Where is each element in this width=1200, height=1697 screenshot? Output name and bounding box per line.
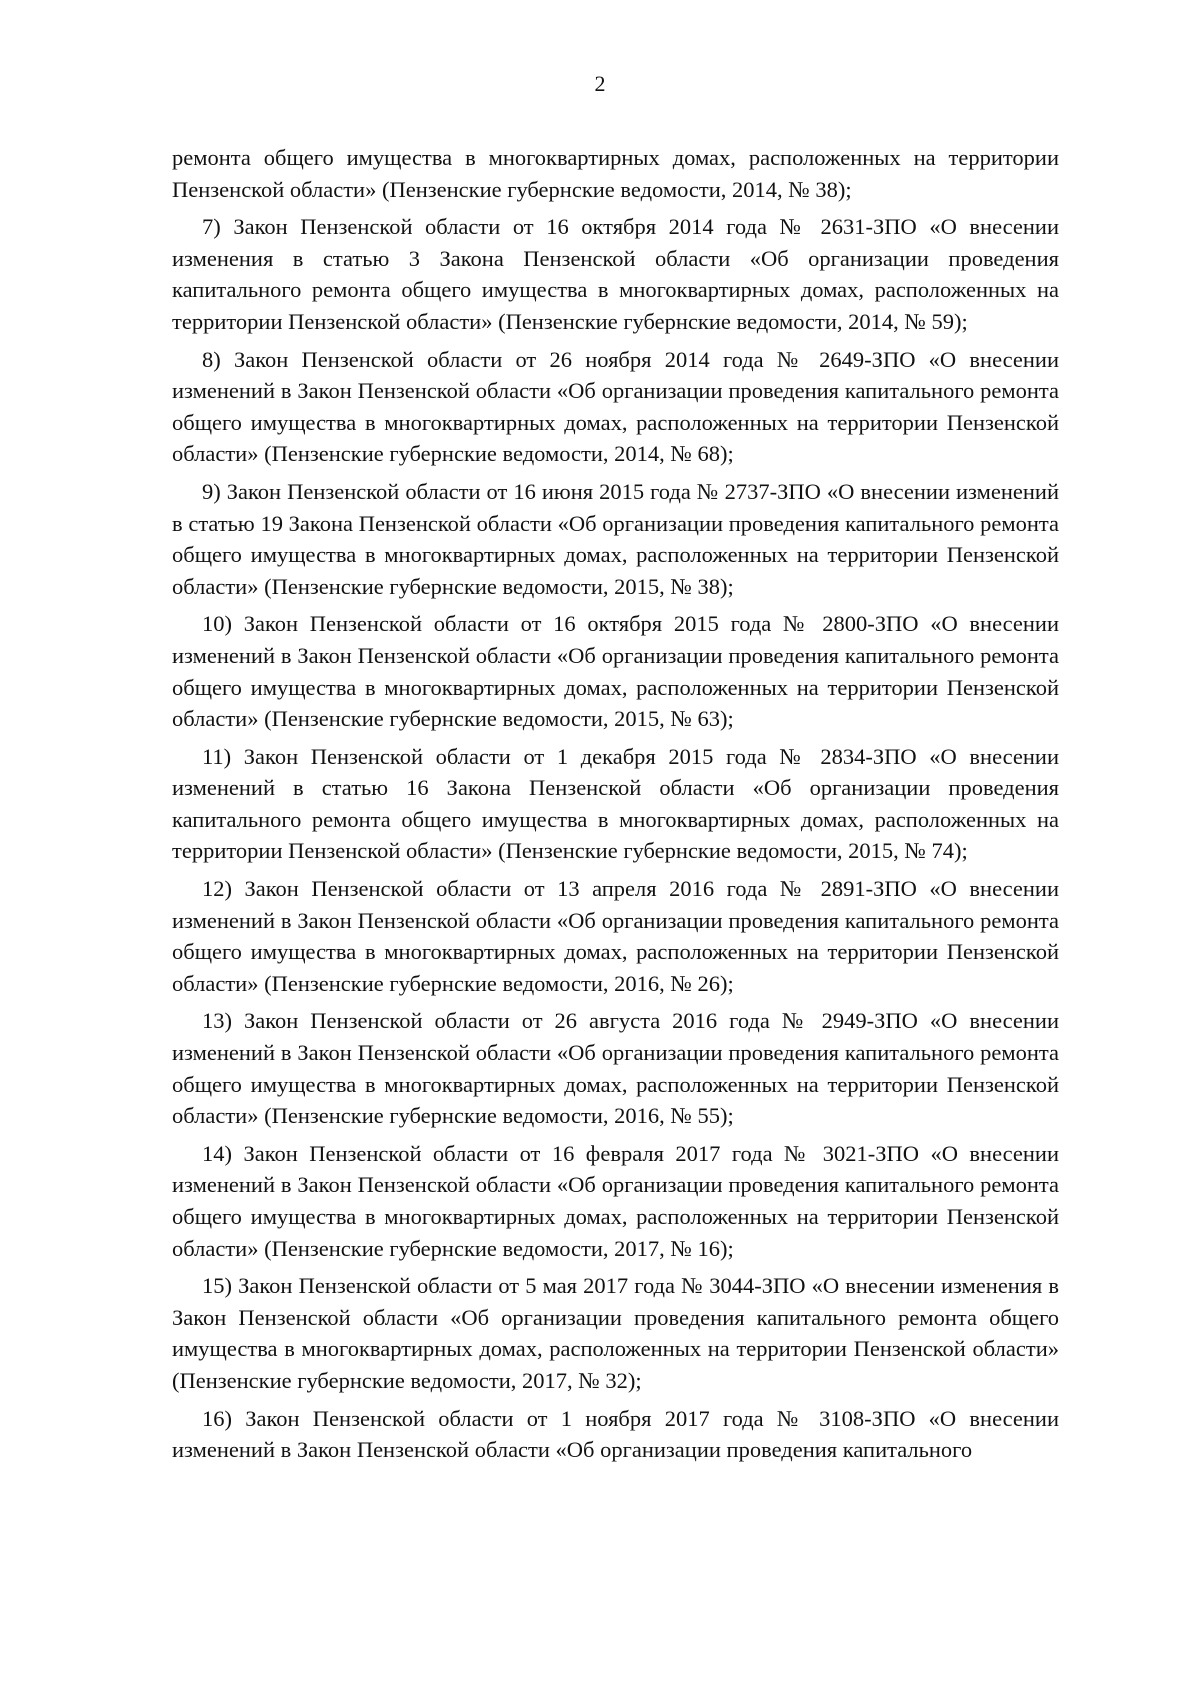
list-item-8: 8) Закон Пензенской области от 26 ноября 2014 года № 2649-ЗПО «О внесении изменений в Закон Пензенской области «Об организации проведения капитального ремонта общего имущества в многоквартирных домах, расположенных на территории Пензенской области» (Пензенские губернские ведомости, 2014, № 68); [172, 346, 1059, 467]
list-item-9: 9) Закон Пензенской области от 16 июня 2015 года № 2737-ЗПО «О внесении изменений в статью 19 Закона Пензенской области «Об организации проведения капитального ремонта общего имущества в многоквартирных домах, расположенных на территории Пензенской области» (Пензенские губернские ведомости, 2015, № 38); [172, 478, 1059, 599]
page-number: 2 [594, 71, 606, 96]
list-item-11: 11) Закон Пензенской области от 1 декабря 2015 года № 2834-ЗПО «О внесении изменений в статью 16 Закона Пензенской области «Об организации проведения капитального ремонта общего имущества в многоквартирных домах, расположенных на территории Пензенской области» (Пензенские губернские ведомости, 2015, № 74); [172, 743, 1059, 864]
list-item-15: 15) Закон Пензенской области от 5 мая 2017 года № 3044-ЗПО «О внесении изменения в Закон Пензенской области «Об организации проведения капитального ремонта общего имущества в многоквартирных домах, расположенных на территории Пензенской области» (Пензенские губернские ведомости, 2017, № 32); [172, 1273, 1059, 1393]
list-item-12: 12) Закон Пензенской области от 13 апреля 2016 года № 2891-ЗПО «О внесении изменений в Закон Пензенской области «Об организации проведения капитального ремонта общего имущества в многоквартирных домах, расположенных на территории Пензенской области» (Пензенские губернские ведомости, 2016, № 26); [172, 876, 1059, 996]
document-body [172, 142, 1059, 1472]
list-item-7: 7) Закон Пензенской области от 16 октября 2014 года № 2631-ЗПО «О внесении изменения в статью 3 Закона Пензенской области «Об организации проведения капитального ремонта общего имущества в многоквартирных домах, расположенных на территории Пензенской области» (Пензенские губернские ведомости, 2014, № 59); [172, 214, 1059, 334]
paragraph-continuation: ремонта общего имущества в многоквартирных домах, расположенных на территории Пензенской области» (Пензенские губернские ведомости, 2014, № 38); [172, 145, 1059, 202]
list-item-13: 13) Закон Пензенской области от 26 августа 2016 года № 2949-ЗПО «О внесении изменений в Закон Пензенской области «Об организации проведения капитального ремонта общего имущества в многоквартирных домах, расположенных на территории Пензенской области» (Пензенские губернские ведомости, 2016, № 55); [172, 1008, 1059, 1129]
list-item-16: 16) Закон Пензенской области от 1 ноября 2017 года № 3108-ЗПО «О внесении изменений в Закон Пензенской области «Об организации проведения капитального [172, 1405, 1059, 1463]
list-item-14: 14) Закон Пензенской области от 16 февраля 2017 года № 3021-ЗПО «О внесении изменений в Закон Пензенской области «Об организации проведения капитального ремонта общего имущества в многоквартирных домах, расположенных на территории Пензенской области» (Пензенские губернские ведомости, 2017, № 16); [172, 1140, 1059, 1261]
list-item-10: 10) Закон Пензенской области от 16 октября 2015 года № 2800-ЗПО «О внесении изменений в Закон Пензенской области «Об организации проведения капитального ремонта общего имущества в многоквартирных домах, расположенных на территории Пензенской области» (Пензенские губернские ведомости, 2015, № 63); [172, 611, 1059, 732]
